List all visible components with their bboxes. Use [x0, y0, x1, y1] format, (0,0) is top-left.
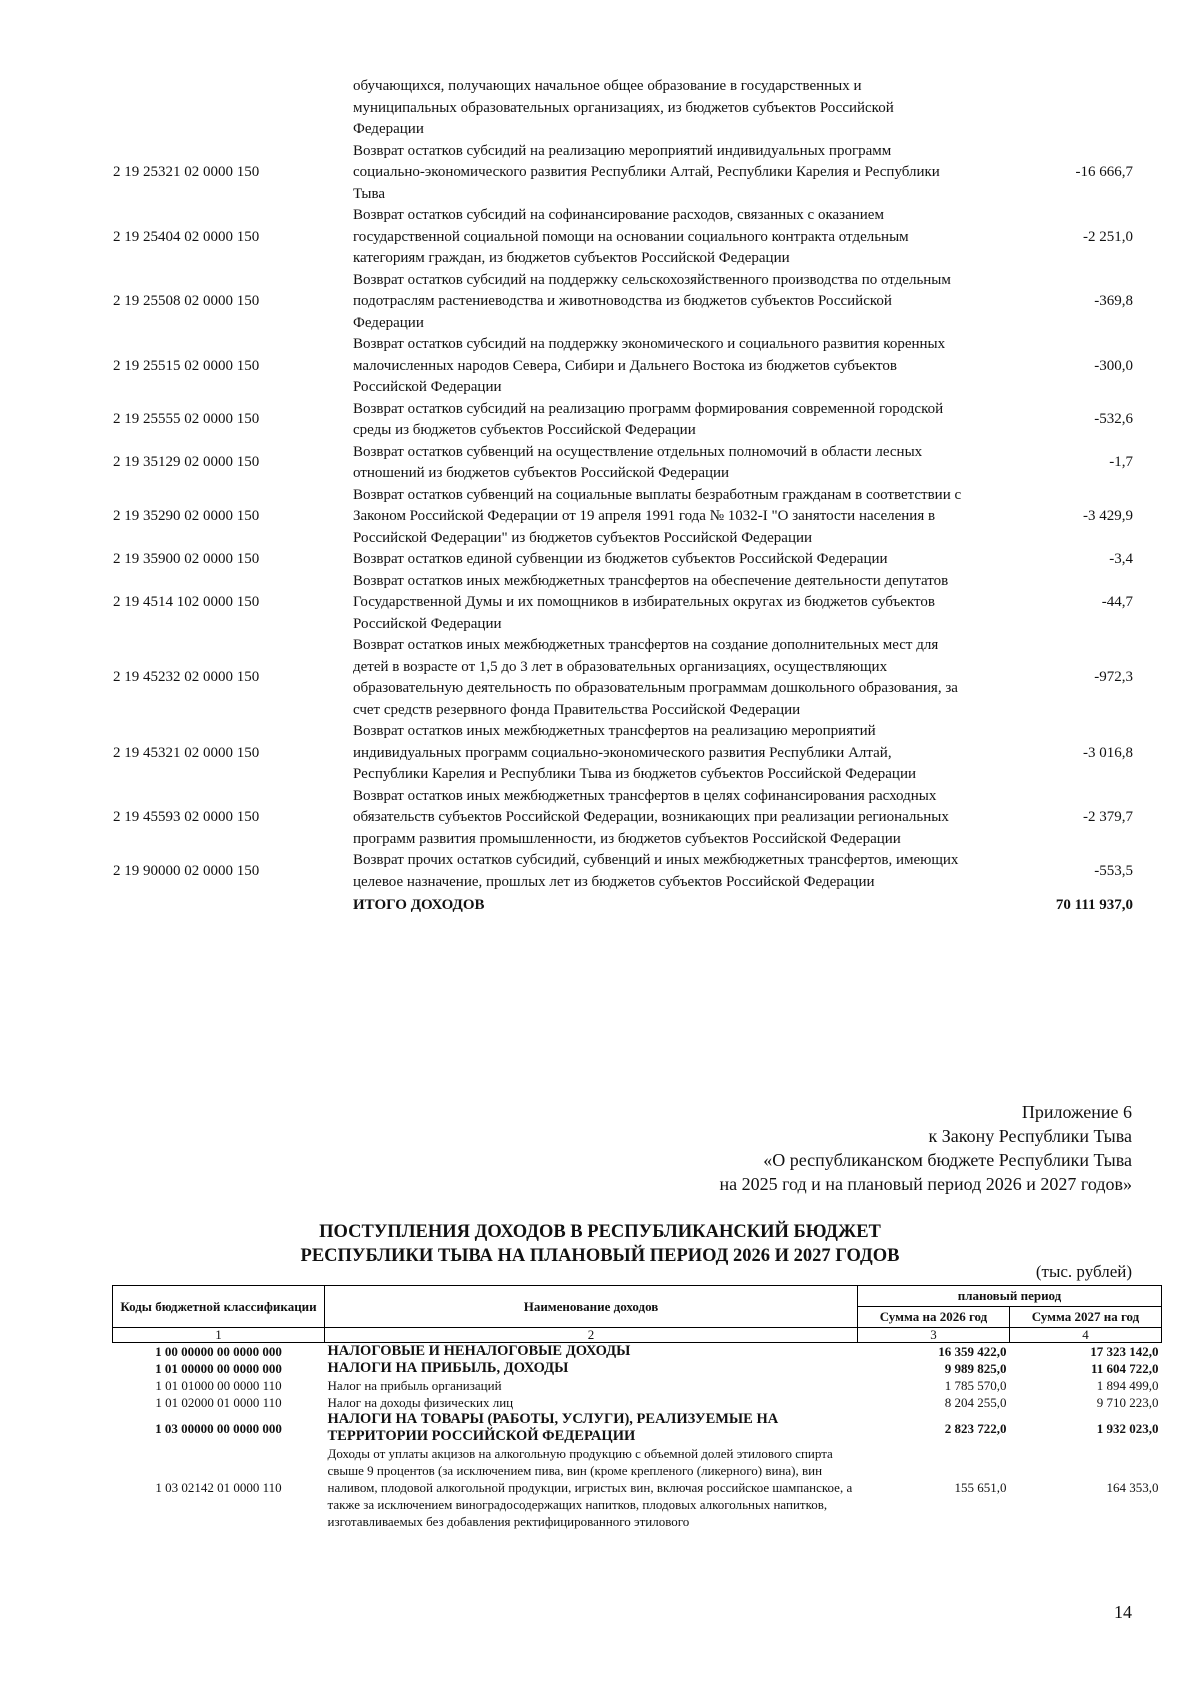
row-value [963, 76, 1133, 141]
row-code: 2 19 35900 02 0000 150 [113, 551, 260, 567]
row-code: 2 19 35290 02 0000 150 [113, 508, 260, 524]
row-value: -3 429,9 [1083, 508, 1133, 524]
row-name: Возврат остатков субсидий на софинансирование расходов, связанных с оказанием государственной социальной помощи на основании социального контракта отдельным категориям граждан, из бюджетов субъектов Российской Федерации [353, 207, 909, 266]
row-code: 1 00 00000 00 0000 000 [155, 1344, 282, 1359]
appendix-header [719, 1100, 1132, 1196]
row-value-2026: 155 651,0 [954, 1480, 1007, 1495]
row-code: 2 19 4514 102 0000 150 [113, 594, 260, 610]
header-sum-2027: Сумма 2027 на год [1010, 1307, 1162, 1328]
row-name: Возврат остатков субсидий на реализацию программ формирования современной городской среды из бюджетов субъектов Российской Федерации [353, 400, 944, 438]
header-period: плановый период [858, 1286, 1162, 1307]
table-row [113, 442, 1133, 485]
row-code: 2 19 45321 02 0000 150 [113, 744, 260, 761]
row-name: Возврат остатков субвенций на социальные выплаты безработным гражданам в соответствии с Законом Российской Федерации от 19 апреля 1991 года № 1032-I "О занятости населения в Российской Федерации" из бюджетов субъектов Российской Федерации [353, 486, 962, 546]
row-name: Возврат остатков субсидий на поддержку сельскохозяйственного производства по отдельным подотраслям растениеводства и животноводства из бюджетов субъектов Российской Федерации [353, 271, 951, 331]
row-value: -1,7 [1109, 454, 1133, 471]
title-line: ПОСТУПЛЕНИЯ ДОХОДОВ В РЕСПУБЛИКАНСКИЙ БЮДЖЕТ [319, 1222, 881, 1242]
row-code: 2 19 25515 02 0000 150 [113, 357, 260, 374]
row-value-2027: 164 353,0 [1106, 1480, 1159, 1495]
row-code: 1 03 02142 01 0000 110 [155, 1480, 282, 1495]
row-value-2026: 8 204 255,0 [944, 1395, 1007, 1410]
row-name: Возврат остатков субвенций на осуществление отдельных полномочий в области лесных отношений из бюджетов субъектов Российской Федерации [353, 443, 923, 481]
row-code: 2 19 25321 02 0000 150 [113, 164, 260, 180]
table-row [113, 205, 1133, 270]
row-name: Возврат остатков иных межбюджетных трансфертов на обеспечение деятельности депутатов Государственной Думы и их помощников в избирательных округах из бюджетов субъектов Российской Федерации [353, 572, 949, 632]
table-row [113, 485, 1133, 550]
table-row [113, 141, 1133, 206]
row-name: Налог на прибыль организаций [327, 1378, 502, 1393]
row-name: Возврат остатков иных межбюджетных трансфертов на создание дополнительных мест для детей в возрасте от 1,5 до 3 лет в образовательных организациях, осуществляющих образовательную деятельность по образовательным программам дошкольного образования, за счет средств резервного фонда Правительства Российской Федерации [353, 637, 958, 718]
column-number: 3 [858, 1328, 1010, 1343]
row-code: 2 19 45232 02 0000 150 [113, 669, 260, 686]
row-name: Налог на доходы физических лиц [327, 1395, 514, 1410]
table-row [113, 76, 1133, 141]
total-value: 70 111 937,0 [1055, 897, 1133, 913]
appendix-line: «О республиканском бюджете Республики Тыва [763, 1150, 1132, 1170]
column-number: 1 [113, 1328, 325, 1343]
row-value-2027: 9 710 223,0 [1096, 1395, 1159, 1410]
header-row [113, 1286, 1162, 1307]
row-code: 2 19 25404 02 0000 150 [113, 228, 260, 245]
row-value: -553,5 [1094, 862, 1133, 879]
row-value: -532,6 [1094, 411, 1133, 428]
row-code: 2 19 90000 02 0000 150 [113, 862, 260, 879]
row-code: 1 03 00000 00 0000 000 [155, 1420, 282, 1436]
units-label: (тыс. рублей) [1035, 1262, 1132, 1281]
row-value: -972,3 [1094, 669, 1133, 686]
row-value-2026: 1 785 570,0 [944, 1378, 1007, 1393]
header-name: Наименование доходов [325, 1286, 858, 1328]
title-line: РЕСПУБЛИКИ ТЫВА НА ПЛАНОВЫЙ ПЕРИОД 2026 И 2027 ГОДОВ [300, 1246, 900, 1266]
row-code: 1 01 00000 00 0000 000 [155, 1361, 282, 1376]
appendix-line: на 2025 год и на плановый период 2026 и 2027 годов» [719, 1174, 1132, 1194]
row-value-2027: 17 323 142,0 [1090, 1344, 1159, 1359]
table-row [113, 786, 1133, 851]
row-value-2026: 2 823 722,0 [944, 1420, 1007, 1436]
row-value-2027: 1 894 499,0 [1096, 1378, 1159, 1393]
row-value-2026: 9 989 825,0 [944, 1361, 1007, 1376]
continuation-table [113, 76, 1133, 917]
row-value-2026: 16 359 422,0 [938, 1344, 1007, 1359]
page-number: 14 [1114, 1602, 1132, 1622]
row-code: 2 19 25508 02 0000 150 [113, 293, 260, 309]
table-row [113, 1394, 1162, 1411]
appendix-line: к Закону Республики Тыва [928, 1126, 1132, 1146]
table-row [113, 721, 1133, 786]
row-value: -300,0 [1094, 357, 1133, 374]
table-row [113, 1445, 1162, 1530]
table-row [113, 399, 1133, 442]
row-code: 2 19 35129 02 0000 150 [113, 454, 260, 471]
total-row [113, 893, 1133, 917]
row-name: Доходы от уплаты акцизов на алкогольную продукцию с объемной долей этилового спирта свыше 9 процентов (за исключением пива, вин (кроме крепленого (ликерного) вина), вин наливом, плодовой алкогольной продукции, игристых вин, включая российское шампанское, а также за исключением виноградосодержащих напитков, плодовых алкогольных напитков, изготавливаемых без добавления ректифицированного этилового [327, 1446, 853, 1529]
table-row [113, 1360, 1162, 1377]
row-code: 1 01 01000 00 0000 110 [155, 1378, 282, 1393]
column-number: 4 [1010, 1328, 1162, 1343]
row-name: Возврат прочих остатков субсидий, субвенций и иных межбюджетных трансфертов, имеющих целевое назначение, прошлых лет из бюджетов субъектов Российской Федерации [353, 852, 959, 890]
table-row [113, 334, 1133, 399]
appendix-line: Приложение 6 [1021, 1102, 1132, 1122]
row-name: Возврат остатков субсидий на реализацию мероприятий индивидуальных программ социально-экономического развития Республики Алтай, Республики Карелия и Республики Тыва [353, 142, 940, 202]
table-row [113, 1377, 1162, 1394]
table-row [113, 1343, 1162, 1361]
table-row [113, 571, 1133, 636]
row-code: 2 19 45593 02 0000 150 [113, 809, 260, 825]
row-code [113, 76, 353, 141]
table-row [113, 270, 1133, 335]
header-codes: Коды бюджетной классификации [113, 1286, 325, 1328]
row-code: 2 19 25555 02 0000 150 [113, 411, 260, 428]
row-value: -44,7 [1101, 594, 1133, 610]
row-name: НАЛОГИ НА ПРИБЫЛЬ, ДОХОДЫ [327, 1360, 569, 1376]
row-name: Возврат остатков субсидий на поддержку экономического и социального развития коренных малочисленных народов Севера, Сибири и Дальнего Востока из бюджетов субъектов Российской Федерации [353, 336, 946, 395]
document-title [0, 1220, 1200, 1268]
row-value-2027: 1 932 023,0 [1096, 1420, 1159, 1436]
total-code-empty [113, 893, 353, 917]
row-name: обучающихся, получающих начальное общее образование в государственных и муниципальных образовательных организациях, из бюджетов субъектов Российской Федерации [353, 78, 894, 137]
row-value: -2 251,0 [1083, 228, 1133, 245]
column-numbers-row [113, 1328, 1162, 1343]
table-row [113, 1411, 1162, 1445]
row-value: -3,4 [1109, 551, 1133, 567]
row-name: Возврат остатков иных межбюджетных трансфертов на реализацию мероприятий индивидуальных программ социально-экономического развития Республики Алтай, Республики Карелия и Республики Тыва из бюджетов субъектов Российской Федерации [353, 723, 916, 782]
row-name: НАЛОГИ НА ТОВАРЫ (РАБОТЫ, УСЛУГИ), РЕАЛИЗУЕМЫЕ НА ТЕРРИТОРИИ РОССИЙСКОЙ ФЕДЕРАЦИИ [327, 1411, 779, 1444]
total-label: ИТОГО ДОХОДОВ [353, 897, 485, 913]
table-row [113, 635, 1133, 721]
header-sum-2026: Сумма на 2026 год [858, 1307, 1010, 1328]
row-name: Возврат остатков иных межбюджетных трансфертов в целях софинансирования расходных обязательств субъектов Российской Федерации, возникающих при реализации региональных программ развития промышленности, из бюджетов субъектов Российской Федерации [353, 787, 949, 847]
column-number: 2 [325, 1328, 858, 1343]
row-code: 1 01 02000 01 0000 110 [155, 1395, 282, 1410]
row-name: НАЛОГОВЫЕ И НЕНАЛОГОВЫЕ ДОХОДЫ [327, 1343, 631, 1359]
row-value: -369,8 [1094, 293, 1133, 309]
row-value: -3 016,8 [1083, 744, 1133, 761]
revenue-table [112, 1285, 1162, 1530]
table-row [113, 549, 1133, 571]
row-value: -16 666,7 [1075, 164, 1133, 180]
row-value: -2 379,7 [1083, 809, 1133, 825]
row-value-2027: 11 604 722,0 [1090, 1361, 1159, 1376]
table-row [113, 850, 1133, 893]
row-name: Возврат остатков единой субвенции из бюджетов субъектов Российской Федерации [353, 551, 888, 567]
